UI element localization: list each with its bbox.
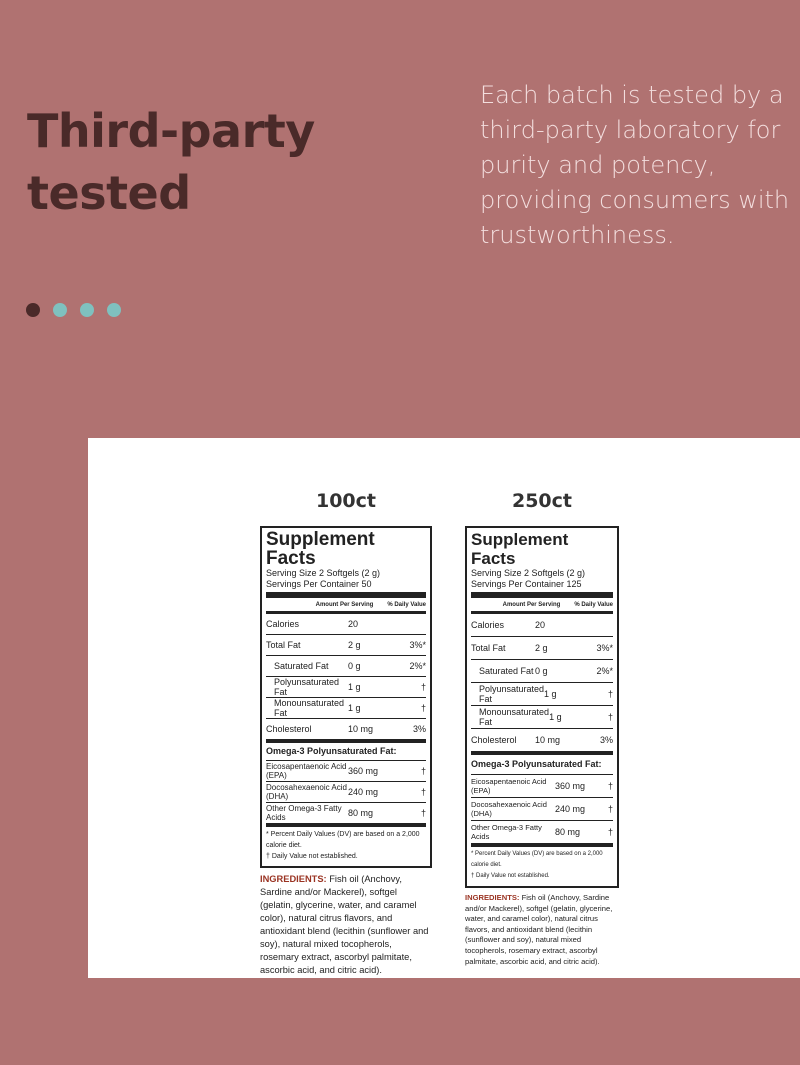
facts-row: Cholesterol 10 mg 3%: [471, 728, 613, 751]
facts-row: Cholesterol 10 mg 3%: [266, 718, 426, 739]
carousel-dots: [26, 303, 121, 317]
facts-row: Saturated Fat 0 g 2%*: [266, 655, 426, 676]
servings-per-container: Servings Per Container 50: [266, 579, 372, 589]
supplement-facts-box: [465, 526, 619, 888]
ingredients-label: INGREDIENTS:: [260, 874, 327, 884]
headline: [27, 100, 357, 224]
ingredients-text: Fish oil (Anchovy, Sardine and/or Mackerel), softgel (gelatin, glycerine, water, and caramel color), natural citrus flavors, and antioxidant blend (lecithin (sunflower and soy), natural mixed tocopherols, rosemary extract, ascorbyl palmitate, ascorbic acid, and citric acid).: [465, 893, 613, 966]
facts-row: Docosahexaenoic Acid (DHA) 240 mg †: [266, 783, 426, 801]
ingredients: [465, 893, 619, 967]
facts-row: Eicosapentaenoic Acid (EPA) 360 mg †: [266, 762, 426, 780]
header-dv: % Daily Value: [574, 602, 613, 608]
facts-row: Other Omega-3 Fatty Acids 80 mg †: [266, 804, 426, 822]
facts-footnotes: * Percent Daily Values (DV) are based on a 2,000 calorie diet. † Daily Value not established.: [266, 823, 426, 862]
supplement-facts-box: [260, 526, 432, 868]
header-amount: Amount Per Serving: [315, 602, 374, 608]
size-title: 100ct: [315, 490, 376, 512]
size-title: 250ct: [511, 490, 572, 512]
facts-row: Polyunsaturated Fat 1 g †: [471, 682, 613, 705]
facts-header: [266, 598, 426, 611]
omega-title: Omega-3 Polyunsaturated Fat:: [471, 751, 613, 774]
facts-row: Total Fat 2 g 3%*: [266, 634, 426, 655]
serving-size: Serving Size 2 Softgels (2 g): [471, 568, 586, 578]
supplement-panel: [88, 438, 800, 978]
facts-row: Monounsaturated Fat 1 g †: [471, 705, 613, 728]
carousel-dot-4[interactable]: [107, 303, 121, 317]
headline-line-2: tested: [27, 166, 191, 220]
carousel-dot-2[interactable]: [53, 303, 67, 317]
omega-title: Omega-3 Polyunsaturated Fat:: [266, 739, 426, 760]
headline-line-1: Third-party: [27, 104, 315, 158]
description: Each batch is tested by a third-party laboratory for purity and potency, providing consumers with trustworthiness.: [480, 81, 790, 249]
facts-footnotes: * Percent Daily Values (DV) are based on a 2,000 calorie diet. † Daily Value not established.: [471, 843, 613, 882]
header-dv: % Daily Value: [387, 602, 426, 608]
ingredients-label: INGREDIENTS:: [465, 893, 520, 902]
facts-row: Calories 20: [471, 620, 546, 630]
facts-row: Docosahexaenoic Acid (DHA) 240 mg †: [471, 797, 613, 820]
facts-row: Eicosapentaenoic Acid (EPA) 360 mg †: [471, 774, 613, 797]
facts-row: Calories 20: [266, 619, 359, 629]
facts-row: Saturated Fat 0 g 2%*: [471, 659, 613, 682]
facts-row: Total Fat 2 g 3%*: [471, 636, 613, 659]
facts-row: Monounsaturated Fat 1 g †: [266, 697, 426, 718]
label-250ct: [465, 490, 619, 967]
carousel-dot-1[interactable]: [26, 303, 40, 317]
serving-size: Serving Size 2 Softgels (2 g): [266, 568, 381, 578]
ingredients-text: Fish oil (Anchovy, Sardine and/or Mackerel), softgel (gelatin, glycerine, water, and caramel color), natural citrus flavors, and antioxidant blend (lecithin (sunflower and soy), natural mixed tocopherols, rosemary extract, ascorbyl palmitate, ascorbic acid, and citric acid).: [260, 874, 429, 975]
carousel-dot-3[interactable]: [80, 303, 94, 317]
facts-header: [471, 598, 613, 611]
facts-row: Other Omega-3 Fatty Acids 80 mg †: [471, 820, 613, 843]
header-amount: Amount Per Serving: [502, 602, 561, 608]
facts-row: Polyunsaturated Fat 1 g †: [266, 676, 426, 697]
facts-title: Supplement Facts: [266, 529, 375, 569]
label-100ct: [260, 490, 432, 977]
servings-per-container: Servings Per Container 125: [471, 579, 582, 589]
ingredients: [260, 873, 432, 977]
facts-title: Supplement Facts: [471, 530, 569, 568]
